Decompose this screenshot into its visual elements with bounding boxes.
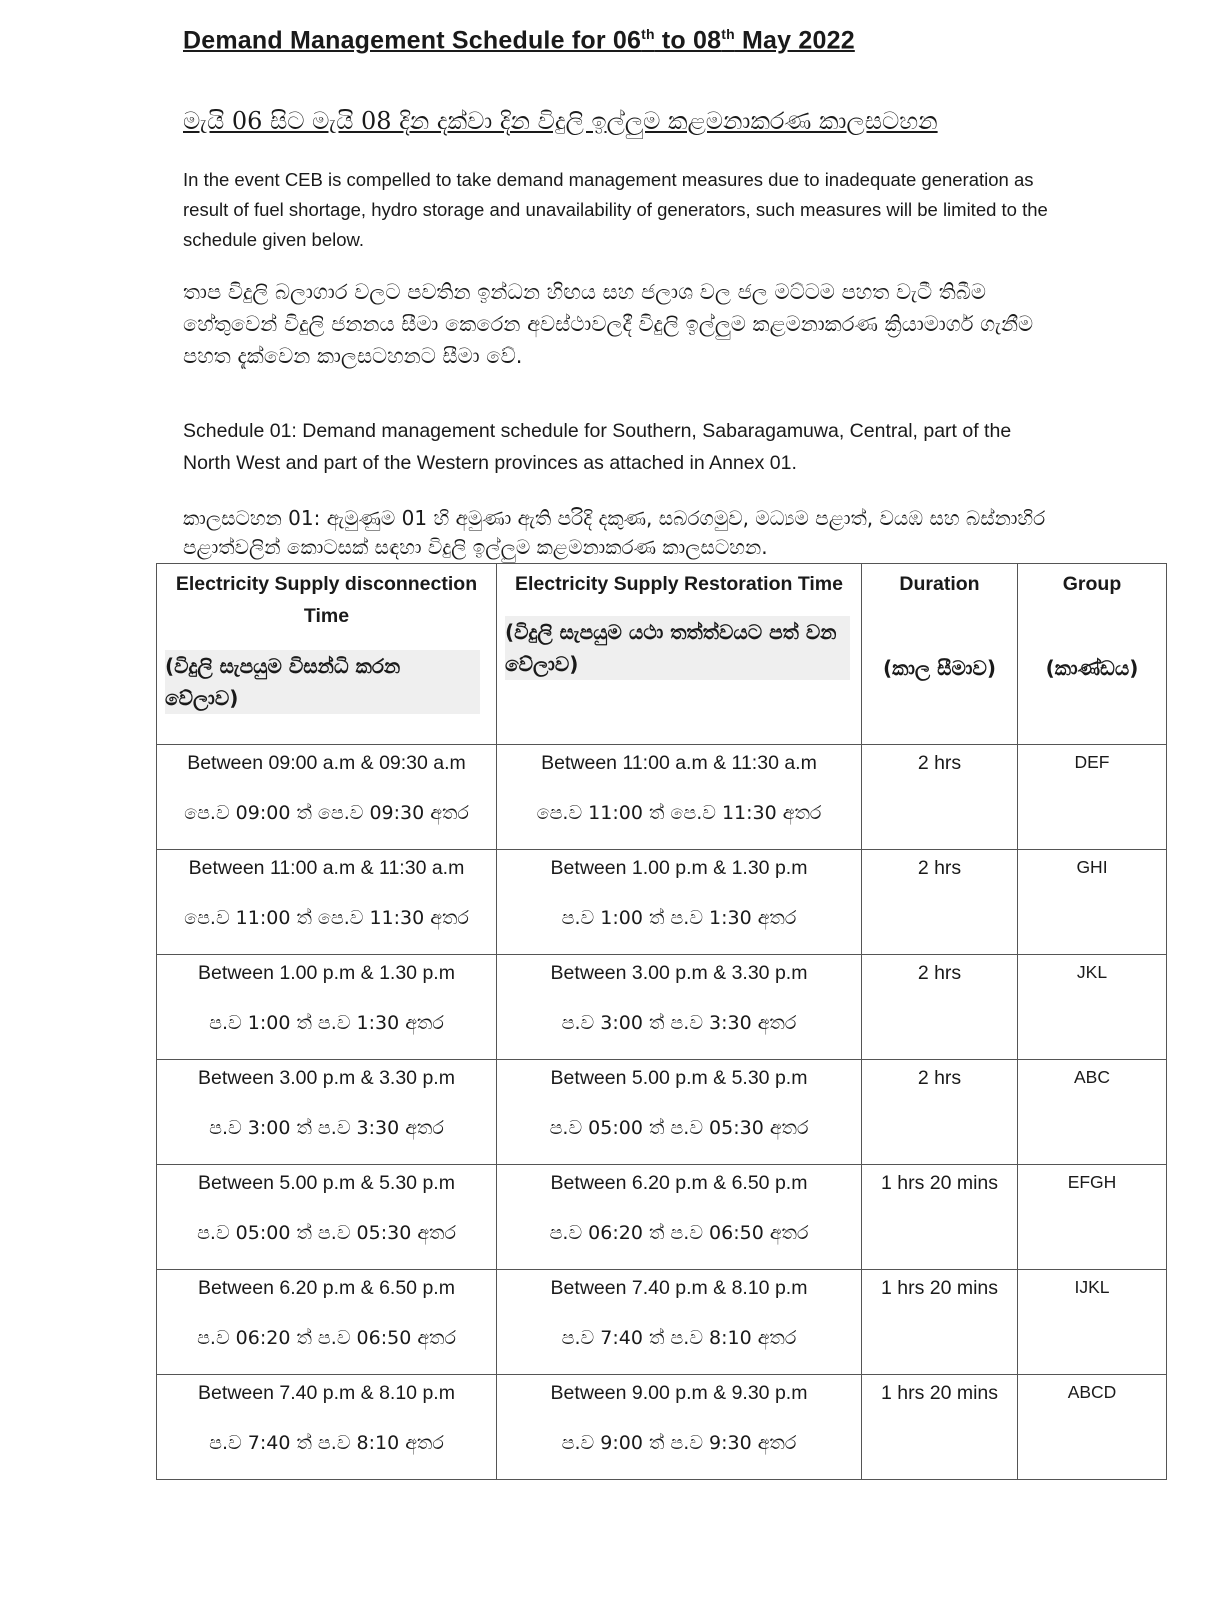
header-si: (විදුලි සැපයුම යථා තත්ත්වයට පත් වන වේලාව) <box>505 616 850 680</box>
restoration-time-si: ප.ව 9:00 ත් ප.ව 9:30 අතර <box>561 1432 797 1454</box>
disconnection-time-en: Between 6.20 p.m & 6.50 p.m <box>198 1277 455 1299</box>
restoration-time-si: ප.ව 1:00 ත් ප.ව 1:30 අතර <box>561 907 797 929</box>
duration-cell <box>862 1060 1018 1165</box>
group-value: DEF <box>1074 752 1110 772</box>
disconnection-cell <box>157 1270 497 1375</box>
restoration-time-si: ප.ව 7:40 ත් ප.ව 8:10 අතර <box>561 1327 797 1349</box>
header-disconnection-time <box>157 564 497 745</box>
header-group <box>1018 564 1167 745</box>
restoration-cell <box>497 955 862 1060</box>
table-row <box>157 1375 1167 1480</box>
duration-cell <box>862 1375 1018 1480</box>
disconnection-cell <box>157 1165 497 1270</box>
group-value: GHI <box>1076 857 1108 877</box>
duration-value: 1 hrs 20 mins <box>880 1382 999 1404</box>
restoration-time-en: Between 9.00 p.m & 9.30 p.m <box>550 1382 808 1404</box>
disconnection-time-en: Between 5.00 p.m & 5.30 p.m <box>198 1172 455 1194</box>
duration-cell <box>862 955 1018 1060</box>
duration-value: 2 hrs <box>917 1067 962 1089</box>
group-value: ABCD <box>1067 1382 1117 1402</box>
title-sup-1: th <box>641 26 655 42</box>
restoration-time-si: ප.ව 06:20 ත් ප.ව 06:50 අතර <box>549 1222 809 1244</box>
group-cell <box>1018 955 1167 1060</box>
group-value: IJKL <box>1074 1277 1110 1297</box>
duration-cell <box>862 1270 1018 1375</box>
schedule-description-si: කාලසටහන 01: ඇමුණුම 01 හි අමුණා ඇති පරිදි දකුණ, සබරගමුව, මධ්‍යම පළාත්, වයඹ සහ බස්නාහිර පළාත්වලින් කොටසක් සඳහා විදුලි ඉල්ලුම කළමනාකරණ කාලසටහන. <box>183 506 1046 559</box>
duration-cell <box>862 1165 1018 1270</box>
disconnection-cell <box>157 955 497 1060</box>
group-cell <box>1018 1270 1167 1375</box>
restoration-time-en: Between 3.00 p.m & 3.30 p.m <box>550 962 808 984</box>
title-middle: to 08 <box>654 26 722 55</box>
table-row <box>157 955 1167 1060</box>
disconnection-cell <box>157 850 497 955</box>
group-value: ABC <box>1074 1067 1110 1087</box>
restoration-time-si: ප.ව 05:00 ත් ප.ව 05:30 අතර <box>549 1117 809 1139</box>
group-cell <box>1018 745 1167 850</box>
schedule-table <box>156 563 1167 1480</box>
disconnection-time-si: ප.ව 05:00 ත් ප.ව 05:30 අතර <box>197 1222 456 1244</box>
restoration-cell <box>497 1375 862 1480</box>
table-row <box>157 1270 1167 1375</box>
table-row <box>157 745 1167 850</box>
duration-cell <box>862 850 1018 955</box>
table-row <box>157 1060 1167 1165</box>
restoration-cell <box>497 1060 862 1165</box>
disconnection-time-en: Between 11:00 a.m & 11:30 a.m <box>188 857 465 879</box>
sinhala-title: මැයි 06 සිට මැයි 08 දින දක්වා දින විදුලි ඉල්ලුම කළමනාකරණ කාලසටහන <box>183 107 938 135</box>
disconnection-time-en: Between 1.00 p.m & 1.30 p.m <box>198 962 455 984</box>
group-cell <box>1018 850 1167 955</box>
restoration-time-si: පෙ.ව 11:00 ත් පෙ.ව 11:30 අතර <box>536 802 822 824</box>
restoration-cell <box>497 1270 862 1375</box>
duration-value: 2 hrs <box>917 857 962 879</box>
title-sup-2: th <box>721 26 735 42</box>
table-row <box>157 1165 1167 1270</box>
disconnection-time-si: ප.ව 3:00 ත් ප.ව 3:30 අතර <box>209 1117 444 1139</box>
disconnection-cell <box>157 1060 497 1165</box>
title-prefix: Demand Management Schedule for 06 <box>183 26 642 55</box>
duration-value: 1 hrs 20 mins <box>880 1277 999 1299</box>
header-duration <box>862 564 1018 745</box>
disconnection-time-si: පෙ.ව 09:00 ත් පෙ.ව 09:30 අතර <box>184 802 469 824</box>
disconnection-cell <box>157 1375 497 1480</box>
restoration-time-en: Between 6.20 p.m & 6.50 p.m <box>550 1172 808 1194</box>
disconnection-time-si: ප.ව 1:00 ත් ප.ව 1:30 අතර <box>209 1012 444 1034</box>
group-value: EFGH <box>1067 1172 1117 1192</box>
page-title <box>183 26 855 55</box>
restoration-cell <box>497 1165 862 1270</box>
header-si: (විදුලි සැපයුම විසන්ධි කරන වේලාව) <box>165 650 480 714</box>
duration-value: 1 hrs 20 mins <box>880 1172 999 1194</box>
group-cell <box>1018 1375 1167 1480</box>
header-si: (කාල සීමාව) <box>882 656 997 680</box>
disconnection-time-si: ප.ව 7:40 ත් ප.ව 8:10 අතර <box>209 1432 444 1454</box>
disconnection-time-en: Between 09:00 a.m & 09:30 a.m <box>187 752 466 774</box>
group-cell <box>1018 1060 1167 1165</box>
disconnection-time-si: පෙ.ව 11:00 ත් පෙ.ව 11:30 අතර <box>184 907 469 929</box>
intro-paragraph-si: තාප විදුලි බලාගාර වලට පවතින ඉන්ධන හිඟය සහ ජලාශ වල ජල මට්ටම පහත වැටී තිබීම හේතුවෙන් විදුලි ජනනය සීමා කෙරෙන අවස්ථාවලදී විදුලි ඉල්ලුම කළමනාකරණ ක්‍රියාමාර්ග ගැනීම පහත දැක්වෙන කාලසටහනට සීමා වේ. <box>183 280 1034 368</box>
header-en: Duration <box>899 573 980 595</box>
disconnection-time-en: Between 7.40 p.m & 8.10 p.m <box>198 1382 455 1404</box>
restoration-time-en: Between 11:00 a.m & 11:30 a.m <box>541 752 817 774</box>
header-en: Electricity Supply disconnection Time <box>175 573 478 627</box>
duration-value: 2 hrs <box>917 752 962 774</box>
header-en: Group <box>1062 573 1122 595</box>
disconnection-time-si: ප.ව 06:20 ත් ප.ව 06:50 අතර <box>197 1327 456 1349</box>
title-suffix: May 2022 <box>734 26 855 55</box>
group-value: JKL <box>1076 962 1108 982</box>
intro-paragraph-en: In the event CEB is compelled to take demand management measures due to inadequate generation as result of fuel shortage, hydro storage and unavailability of generators, such measures will be limited to the schedule given below. <box>183 169 1048 250</box>
duration-cell <box>862 745 1018 850</box>
duration-value: 2 hrs <box>917 962 962 984</box>
table-row <box>157 850 1167 955</box>
restoration-time-si: ප.ව 3:00 ත් ප.ව 3:30 අතර <box>561 1012 797 1034</box>
restoration-cell <box>497 745 862 850</box>
disconnection-cell <box>157 745 497 850</box>
restoration-time-en: Between 7.40 p.m & 8.10 p.m <box>550 1277 808 1299</box>
disconnection-time-en: Between 3.00 p.m & 3.30 p.m <box>198 1067 455 1089</box>
header-si: (කාණ්ඩය) <box>1045 656 1139 680</box>
schedule-description-en: Schedule 01: Demand management schedule for Southern, Sabaragamuwa, Central, part of the North West and part of the Western provinces as attached in Annex 01. <box>183 420 1012 474</box>
header-en: Electricity Supply Restoration Time <box>515 573 843 595</box>
restoration-cell <box>497 850 862 955</box>
restoration-time-en: Between 5.00 p.m & 5.30 p.m <box>550 1067 808 1089</box>
restoration-time-en: Between 1.00 p.m & 1.30 p.m <box>550 857 808 879</box>
group-cell <box>1018 1165 1167 1270</box>
header-restoration-time <box>497 564 862 745</box>
table-header-row <box>157 564 1167 745</box>
